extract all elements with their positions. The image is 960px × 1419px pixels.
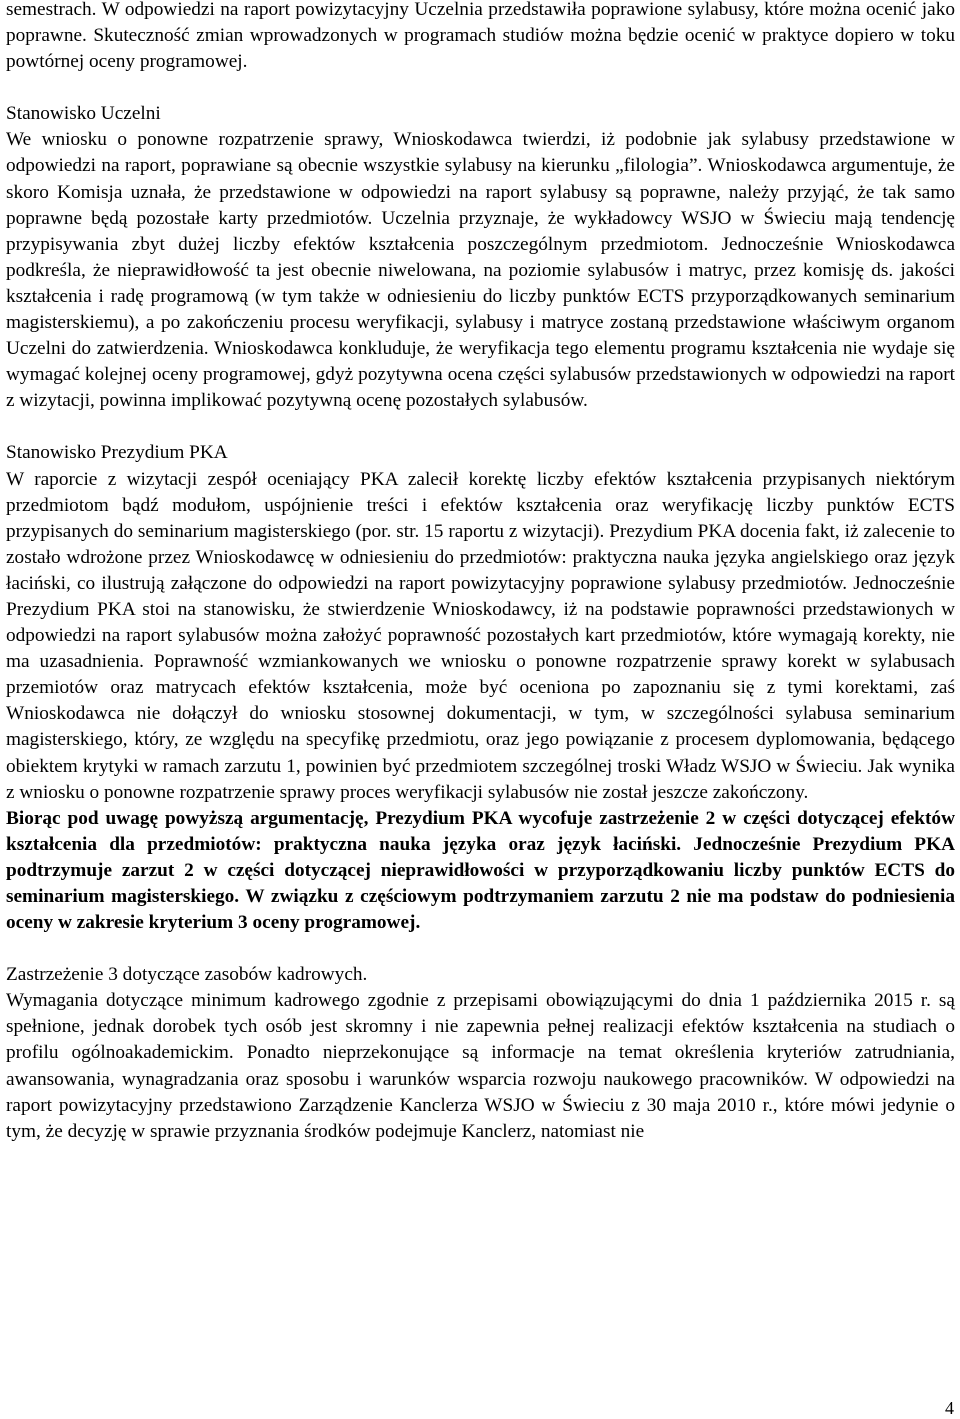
paragraph-spacer <box>6 936 955 962</box>
presidium-paragraph: W raporcie z wizytacji zespół oceniający PKA zalecił korektę liczby efektów kształcenia przypisanych niektórym przedmiotom bądź modułom, uspójnienie treści i efektów kształcenia oraz weryfikację liczby punktów ECTS przypisanych do seminarium magisterskiego (por. str. 15 raportu z wizytacji). Prezydium PKA docenia fakt, iż zalecenie to zostało wdrożone przez Wnioskodawcę w odniesieniu do przedmiotów: praktyczna nauka języka angielskiego oraz język łaciński, co ilustrują załączone do odpowiedzi na raport powizytacyjny poprawione sylabusy przedmiotów. Jednocześnie Prezydium PKA stoi na stanowisku, że stwierdzenie Wnioskodawcy, iż na podstawie poprawności przedstawionych w odpowiedzi na raport sylabusów można założyć poprawność pozostałych kart przedmiotów, które wymagają korekty, nie ma uzasadnienia. Poprawność wzmiankowanych we wniosku o ponowne rozpatrzenie sprawy korekt w sylabusach przemiotów oraz matrycach efektów kształcenia, może być oceniona po zapoznaniu się z tymi korektami, zaś Wnioskodawca nie dołączył do wniosku stosownej dokumentacji, w tym, w szczególności sylabusa seminarium magisterskiego, który, ze względu na specyfikę przedmiotu, oraz jego powiązanie z procesem dyplomowania, będącego obiektem krytyki w ramach zarzutu 1, powinien być przedmiotem szczególnej troski Władz WSJO w Świeciu. Jak wynika z wniosku o ponowne rozpatrzenie sprawy proces weryfikacji sylabusów nie został jeszcze zakończony. <box>6 468 955 803</box>
section-heading-university: Stanowisko Uczelni <box>6 103 161 125</box>
section-heading-staff: Zastrzeżenie 3 dotyczące zasobów kadrowych. <box>6 964 368 986</box>
intro-paragraph: semestrach. W odpowiedzi na raport powizytacyjny Uczelnia przedstawiła poprawione sylabusy, które można ocenić jako poprawne. Skuteczność zmian wprowadzonych w programach studiów można będzie ocenić w praktyce dopiero w toku powtórnej oceny programowej. <box>6 0 955 73</box>
presidium-decision: Biorąc pod uwagę powyższą argumentację, Prezydium PKA wycofuje zastrzeżenie 2 w części dotyczącej efektów kształcenia dla przedmiotów: praktyczna nauka języka oraz język łaciński. Jednocześnie Prezydium PKA podtrzymuje zarzut 2 w części dotyczącej nieprawidłowości w przyporządkowaniu liczby punktów ECTS do seminarium magisterskiego. W związku z częściowym podtrzymaniem zarzutu 2 nie ma podstaw do podniesienia oceny w zakresie kryterium 3 oceny programowej. <box>6 807 955 934</box>
university-paragraph: We wniosku o ponowne rozpatrzenie sprawy, Wnioskodawca twierdzi, iż podobnie jak sylabusy przedstawione w odpowiedzi na raport, poprawiane są obecnie wszystkie sylabusy na kierunku „filologia”. Wnioskodawca argumentuje, że skoro Komisja uznała, że przedstawione w odpowiedzi na raport sylabusy są poprawne, należy przyjąć, że tak samo poprawne będą pozostałe karty przedmiotów. Uczelnia przyznaje, że wykładowcy WSJO w Świeciu mają tendencję przypisywania zbyt dużej liczby efektów kształcenia poszczególnym przedmiotom. Jednocześnie Wnioskodawca podkreśla, że nieprawidłowość ta jest obecnie niwelowana, na poziomie sylabusów i matryc, przez komisję ds. jakości kształcenia i radę programową (w tym także w odniesieniu do liczby punktów ECTS przyporządkowanych seminarium magisterskiemu), a po zakończeniu procesu weryfikacji, sylabusy i matryce zostaną przedstawione właściwym organom Uczelni do zatwierdzenia. Wnioskodawca konkluduje, że weryfikacja tego elementu programu kształcenia nie wydaje się wymagać kolejnej oceny programowej, gdyż pozytywna ocena części sylabusów przedstawionych w odpowiedzi na raport z wizytacji, powinna implikować pozytywną ocenę pozostałych sylabusów. <box>6 129 955 412</box>
section-heading-presidium: Stanowisko Prezydium PKA <box>6 442 228 464</box>
document-page <box>6 0 955 1145</box>
paragraph-spacer <box>6 75 955 101</box>
staff-paragraph: Wymagania dotyczące minimum kadrowego zgodnie z przepisami obowiązującymi do dnia 1 października 2015 r. są spełnione, jednak dorobek tych osób jest skromny i nie zapewnia pełnej realizacji efektów kształcenia na studiach o profilu ogólnoakademickim. Ponadto nieprzekonujące są informacje na temat określenia kryteriów zatrudniania, awansowania, wynagradzania oraz sposobu i warunków wsparcia rozwoju naukowego pracowników. W odpowiedzi na raport powizytacyjny przedstawiono Zarządzenie Kanclerza WSJO w Świeciu z 30 maja 2010 r., które mówi jedynie o tym, że decyzję w sprawie przyznania środków podejmuje Kanclerz, natomiast nie <box>6 990 955 1142</box>
paragraph-spacer <box>6 414 955 440</box>
page-number: 4 <box>945 1398 954 1418</box>
